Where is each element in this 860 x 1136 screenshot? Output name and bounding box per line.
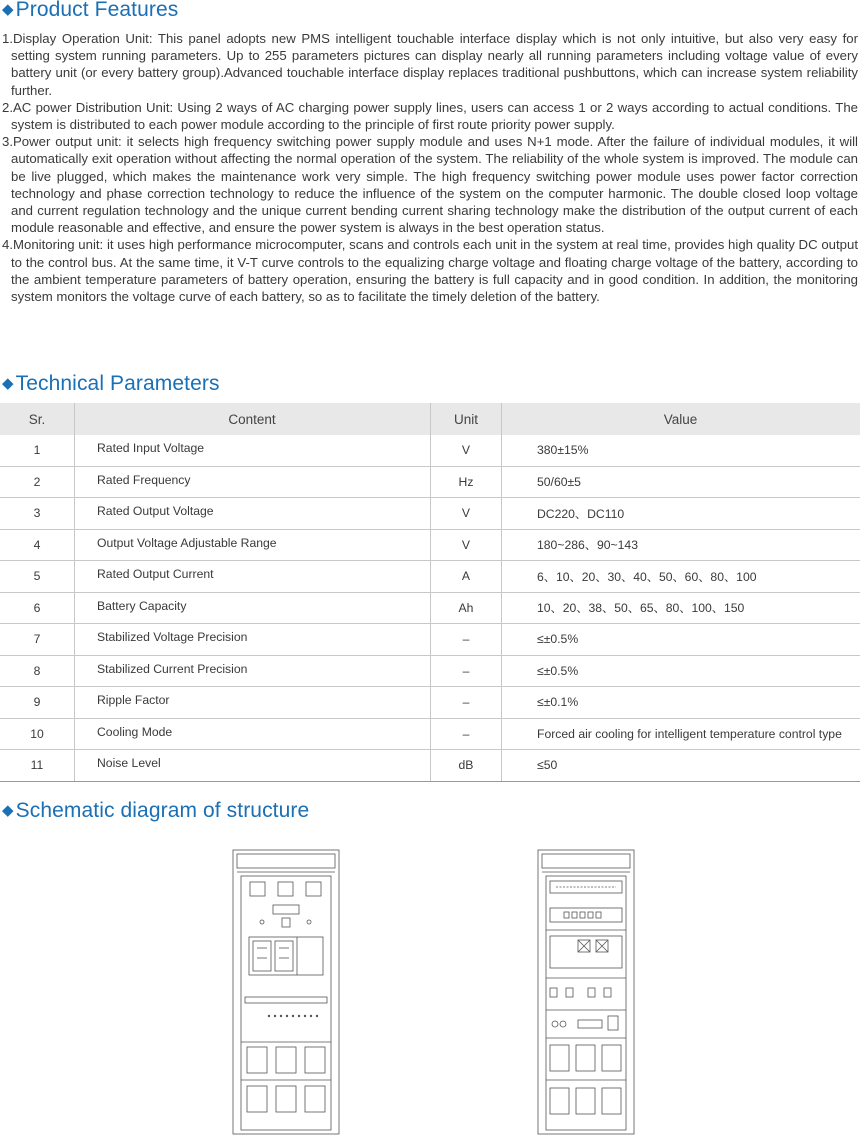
row-value: ≤50 — [502, 750, 860, 782]
features-list — [2, 30, 858, 305]
row-content-text: Rated Output Current — [97, 567, 214, 582]
product-features-heading — [2, 0, 178, 22]
row-value: 180~286、90~143 — [502, 529, 860, 561]
table-row — [0, 498, 860, 530]
cabinet-front-view-right — [536, 848, 636, 1136]
table-row — [0, 624, 860, 656]
row-content-text: Stabilized Voltage Precision — [97, 630, 248, 645]
diamond-icon: ◆ — [2, 1, 14, 18]
row-sr: 3 — [0, 498, 75, 530]
row-sr: 8 — [0, 655, 75, 687]
table-row — [0, 687, 860, 719]
technical-parameters-heading — [2, 372, 220, 396]
table-row — [0, 466, 860, 498]
row-content-text: Rated Output Voltage — [97, 504, 214, 519]
schematic-diagram-heading — [2, 799, 309, 823]
table-row — [0, 592, 860, 624]
row-value: 6、10、20、30、40、50、60、80、100 — [502, 561, 860, 593]
table-row — [0, 435, 860, 466]
header-value: Value — [502, 403, 860, 435]
diamond-icon: ◆ — [2, 375, 14, 392]
row-value: DC220、DC110 — [502, 498, 860, 530]
row-sr: 7 — [0, 624, 75, 656]
product-features-title: Product Features — [15, 0, 179, 21]
row-content-text: Cooling Mode — [97, 724, 173, 739]
row-content — [75, 750, 431, 782]
row-sr: 10 — [0, 718, 75, 750]
row-sr: 6 — [0, 592, 75, 624]
row-content — [75, 498, 431, 530]
row-value: ≤±0.5% — [502, 624, 860, 656]
row-content — [75, 687, 431, 719]
row-sr: 9 — [0, 687, 75, 719]
row-unit: V — [431, 435, 502, 466]
row-sr: 11 — [0, 750, 75, 782]
header-content: Content — [75, 403, 431, 435]
row-content-text: Output Voltage Adjustable Range — [97, 535, 277, 550]
row-content-text: Stabilized Current Precision — [97, 661, 248, 676]
row-content-text: Rated Frequency — [97, 472, 191, 487]
parameters-table — [0, 403, 860, 782]
cabinet-front-view-left — [231, 848, 341, 1136]
row-sr: 4 — [0, 529, 75, 561]
table-row — [0, 529, 860, 561]
row-sr: 5 — [0, 561, 75, 593]
row-unit: Hz — [431, 466, 502, 498]
table-row — [0, 718, 860, 750]
row-sr: 2 — [0, 466, 75, 498]
diamond-icon: ◆ — [2, 802, 14, 819]
table-row — [0, 561, 860, 593]
row-content — [75, 624, 431, 656]
row-content — [75, 466, 431, 498]
row-value: ≤±0.5% — [502, 655, 860, 687]
row-value: ≤±0.1% — [502, 687, 860, 719]
feature-monitoring-unit: 4.Monitoring unit: it uses high performance microcomputer, scans and controls each unit in the system at real time, provides high quality DC output to the control bus. At the same time, it V-T curve controls to the equalizing charge voltage and floating charge voltage of the battery, according to the ambient temperature parameters of battery operation, ensuring the battery is full capacity and in good condition. In addition, the monitoring system monitors the voltage curve of each battery, so as to facilitate the timely deletion of the battery. — [2, 237, 858, 305]
row-unit: – — [431, 624, 502, 656]
row-value: 380±15% — [502, 435, 860, 466]
table-row — [0, 655, 860, 687]
row-content — [75, 561, 431, 593]
row-content-text: Ripple Factor — [97, 693, 170, 708]
table-header-row — [0, 403, 860, 435]
row-content-text: Noise Level — [97, 756, 161, 771]
header-sr: Sr. — [0, 403, 75, 435]
row-content-text: Rated Input Voltage — [97, 441, 205, 456]
row-content — [75, 592, 431, 624]
row-content — [75, 718, 431, 750]
row-unit: dB — [431, 750, 502, 782]
table-row — [0, 750, 860, 782]
row-unit: – — [431, 687, 502, 719]
header-unit: Unit — [431, 403, 502, 435]
row-content — [75, 529, 431, 561]
feature-ac-power-distribution-unit: 2.AC power Distribution Unit: Using 2 ways of AC charging power supply lines, users can access 1 or 2 ways according to actual conditions. The system is distributed to each power module according to the principle of first route priority power supply. — [2, 99, 858, 133]
row-value: 50/60±5 — [502, 466, 860, 498]
row-content — [75, 435, 431, 466]
row-unit: Ah — [431, 592, 502, 624]
schematic-diagram-title: Schematic diagram of structure — [15, 799, 310, 822]
feature-display-operation-unit: 1.Display Operation Unit: This panel adopts new PMS intelligent touchable interface display which is not only intuitive, but also very easy for setting system running parameters. Up to 255 parameters pictures can display nearly all running parameters including voltage value of every battery unit (or every battery group).Advanced touchable interface display replaces traditional pushbuttons, which can increase system reliability further. — [2, 31, 858, 98]
technical-parameters-title: Technical Parameters — [15, 372, 220, 395]
row-value: 10、20、38、50、65、80、100、150 — [502, 592, 860, 624]
row-value: Forced air cooling for intelligent temperature control type — [502, 718, 860, 750]
row-unit: – — [431, 655, 502, 687]
row-sr: 1 — [0, 435, 75, 466]
row-unit: – — [431, 718, 502, 750]
feature-power-output-unit: 3.Power output unit: it selects high frequency switching power supply module and uses N+1 mode. After the failure of individual modules, it will automatically exit operation without affecting the normal operation of the system. The reliability of the whole system is improved. The module can be live plugged, which makes the maintenance work very simple. The high frequency switching power module uses power factor correction technology and phase correction technology to reduce the influence of the system on the computer harmonic. The double closed loop voltage and current regulation technology and the unique current bending current sharing technology make the distribution of the output current of each module reasonable and effective, and ensure the power system is always in the best operation status. — [2, 134, 858, 236]
row-content-text: Battery Capacity — [97, 598, 187, 613]
row-content — [75, 655, 431, 687]
row-unit: V — [431, 498, 502, 530]
row-unit: A — [431, 561, 502, 593]
row-unit: V — [431, 529, 502, 561]
